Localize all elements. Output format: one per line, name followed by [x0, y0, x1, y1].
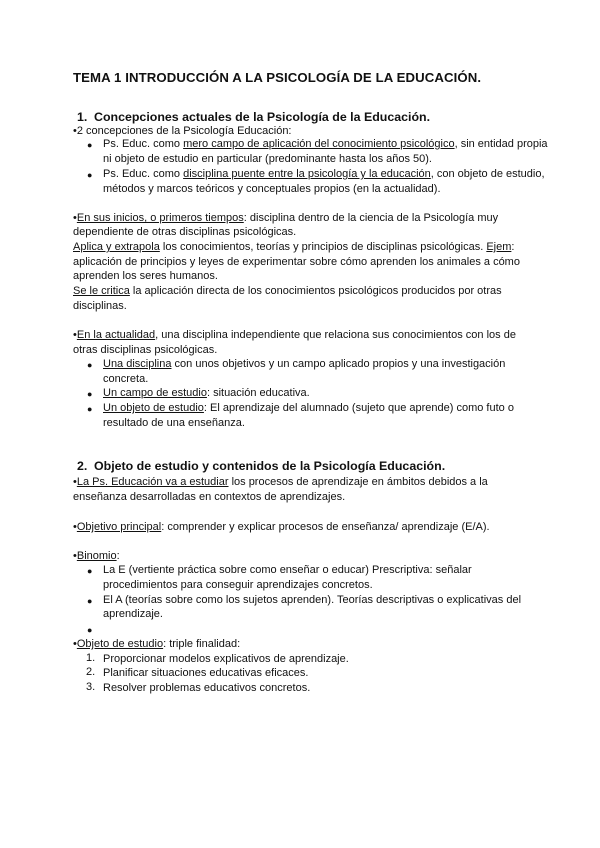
- list-item-number: 1.: [86, 652, 96, 664]
- s1-b2-line2: métodos y marcos teóricos y conceptuales propios (en la actualidad).: [103, 183, 441, 195]
- bullet-icon: ●: [87, 596, 93, 606]
- list-item-number: 3.: [86, 681, 96, 693]
- s1-p2-line1: •En la actualidad, una disciplina independiente que relaciona sus conocimientos con los de: [73, 329, 516, 341]
- bullet-icon: ●: [87, 170, 93, 180]
- bullet-icon: ●: [87, 404, 93, 414]
- section-2-heading: [77, 459, 445, 473]
- s1-p2-b3-line1: Un objeto de estudio: El aprendizaje del alumnado (sujeto que aprende) como futo o: [103, 402, 514, 414]
- s2-p3-b1-line1: La E (vertiente práctica sobre como enseñar o educar) Prescriptiva: señalar: [103, 564, 472, 576]
- section-2-title: Objeto de estudio y contenidos de la Psicología Educación.: [94, 459, 446, 473]
- page-title: TEMA 1 INTRODUCCIÓN A LA PSICOLOGÍA DE LA EDUCACIÓN.: [73, 70, 482, 85]
- section-1-number: 1.: [77, 110, 88, 124]
- s1-p2-b1-line2: concreta.: [103, 373, 149, 385]
- bullet-icon: ●: [87, 625, 93, 635]
- s1-b1-line1: Ps. Educ. como mero campo de aplicación del conocimiento psicológico, sin entidad propia: [103, 138, 548, 150]
- section-2-number: 2.: [77, 459, 88, 473]
- s2-p3-b1-line2: procedimientos para conseguir aprendizajes concretos.: [103, 579, 373, 591]
- s2-p3-b2-line2: aprendizaje.: [103, 608, 163, 620]
- list-item: Proporcionar modelos explicativos de aprendizaje.: [103, 653, 349, 665]
- s1-b2-line1: Ps. Educ. como disciplina puente entre la psicología y la educación, con objeto de estudio,: [103, 168, 545, 180]
- s2-p2: •Objetivo principal: comprender y explicar procesos de enseñanza/ aprendizaje (E/A).: [73, 521, 490, 533]
- s1-p1-line5: aprenden los seres humanos.: [73, 270, 218, 282]
- s1-intro: •2 concepciones de la Psicología Educación:: [73, 125, 292, 137]
- s1-p1-line6: Se le critica la aplicación directa de los conocimientos psicológicos producidos por otras: [73, 285, 502, 297]
- s2-p1-line1: •La Ps. Educación va a estudiar los procesos de aprendizaje en ámbitos debidos a la: [73, 476, 488, 488]
- s1-p2-line2: otras disciplinas psicológicas.: [73, 344, 218, 356]
- section-1-title: Concepciones actuales de la Psicología de la Educación.: [94, 110, 431, 124]
- bullet-icon: ●: [87, 566, 93, 576]
- list-item: Resolver problemas educativos concretos.: [103, 682, 311, 694]
- section-1-heading: [77, 110, 430, 124]
- s1-p2-b3-line2: resultado de una enseñanza.: [103, 417, 245, 429]
- s1-p1-line4: aplicación de principios y leyes de experimentar sobre cómo aprenden los animales a cómo: [73, 256, 520, 268]
- list-item-number: 2.: [86, 666, 96, 678]
- s2-p1-line2: enseñanza desarrolladas en contextos de aprendizajes.: [73, 491, 346, 503]
- s1-p2-b1-line1: Una disciplina con unos objetivos y un campo aplicado propios y una investigación: [103, 358, 506, 370]
- s1-b1-line2: ni objeto de estudio en particular (predominante hasta los años 50).: [103, 153, 432, 165]
- s2-p3: •Binomio:: [73, 550, 120, 562]
- s2-p4: •Objeto de estudio: triple finalidad:: [73, 638, 241, 650]
- list-item: Planificar situaciones educativas eficaces.: [103, 667, 309, 679]
- s1-p2-b2: Un campo de estudio: situación educativa.: [103, 387, 310, 399]
- bullet-icon: ●: [87, 140, 93, 150]
- s2-p3-b2-line1: El A (teorías sobre como los sujetos aprenden). Teorías descriptivas o explicativas del: [103, 594, 522, 606]
- s1-p1-line2: dependiente de otras disciplinas psicológicas.: [73, 226, 297, 238]
- s1-p1-line7: disciplinas.: [73, 300, 127, 312]
- bullet-icon: ●: [87, 360, 93, 370]
- s1-p1-line1: •En sus inicios, o primeros tiempos: disciplina dentro de la ciencia de la Psicología muy: [73, 212, 499, 224]
- s1-p1-line3: Aplica y extrapola los conocimientos, teorías y principios de disciplinas psicológicas. Ejem:: [73, 241, 515, 253]
- bullet-icon: ●: [87, 389, 93, 399]
